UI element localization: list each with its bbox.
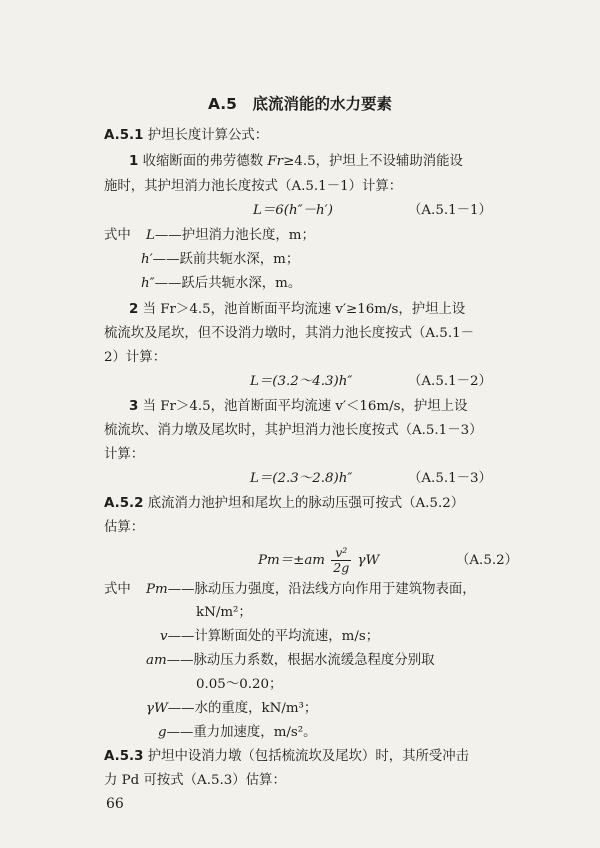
def-text: ——跃后共轭水深，m。 [154, 276, 302, 291]
clause-title-text: 护坦长度计算公式： [147, 128, 269, 143]
where-label: 式中 [104, 228, 131, 243]
item2-line3: 2）计算： [104, 350, 167, 365]
clause-number: A.5.3 [104, 749, 144, 764]
def-text: ——计算断面处的平均流速，m/s； [167, 629, 380, 644]
formula-a51-1: L＝6(h″－h′) [253, 203, 333, 218]
def-row [141, 274, 301, 294]
item1-line1 [129, 152, 463, 172]
fraction-denominator: 2g [333, 560, 350, 575]
item1-line2: 施时，其护坦消力池长度按式（A.5.1－1）计算： [104, 179, 403, 194]
clause-a52-line2: 估算： [104, 520, 145, 535]
def-text: ——护坦消力池长度，m； [154, 228, 315, 243]
def-symbol: v [160, 629, 168, 644]
clause-a53-line1 [104, 747, 469, 767]
formula-left: Pm＝±am [258, 553, 325, 568]
item3-line2: 梳流坎、消力墩及尾坎时，其护坦消力池长度按式（A.5.1－3） [104, 423, 483, 438]
item1-text-a: 收缩断面的弗劳德数 [142, 154, 268, 169]
def-symbol: am [146, 653, 167, 668]
def-row [158, 723, 317, 743]
item-number: 2 [129, 302, 139, 317]
equation-number: （A.5.1－2） [408, 374, 492, 389]
clause-number: A.5.2 [104, 496, 144, 511]
def-row [141, 250, 299, 270]
equation-number: （A.5.1－1） [408, 203, 492, 218]
clause-number: A.5.1 [104, 128, 144, 143]
item2-line2: 梳流坎及尾坎，但不设消力墩时，其消力池长度按式（A.5.1－ [104, 326, 474, 341]
def-symbol: γW [146, 701, 168, 716]
def-symbol: L [146, 228, 155, 243]
formula-a51-2: L＝(3.2～4.3)h″ [250, 374, 353, 389]
fraction [331, 546, 351, 575]
section-heading: A.5 底流消能的水力要素 [208, 95, 392, 113]
def-text: ——水的重度，kN/m³； [167, 701, 318, 716]
def-row [146, 651, 435, 671]
def-text: ——跃前共轭水深，m； [152, 252, 300, 267]
def-continuation: 0.05～0.20； [196, 677, 283, 692]
clause-text: 底流消力池护坦和尾坎上的脉动压强可按式（A.5.2） [147, 496, 465, 511]
fraction-numerator: v² [331, 546, 351, 561]
def-text: ——脉动压力强度，沿法线方向作用于建筑物表面， [167, 582, 476, 597]
item2-line1 [129, 300, 465, 320]
def-row [146, 699, 317, 719]
def-symbol: g [158, 725, 167, 740]
def-row [146, 226, 315, 246]
clause-a52-line1 [104, 494, 464, 514]
item-number: 1 [129, 154, 139, 169]
formula-a52 [258, 544, 379, 578]
item3-text: 当 Fr＞4.5，池首断面平均流速 v′＜16m/s，护坦上设 [142, 399, 468, 414]
equation-number: （A.5.2） [456, 553, 519, 568]
clause-text: 护坦中设消力墩（包括梳流坎及尾坎）时，其所受冲击 [147, 749, 470, 764]
formula-right: γW [357, 553, 380, 568]
item3-line3: 计算： [104, 447, 145, 462]
def-symbol: Pm [146, 582, 168, 597]
clause-a51-title [104, 126, 268, 146]
page-number: 66 [106, 796, 124, 812]
formula-a51-3: L＝(2.3～2.8)h″ [250, 471, 353, 486]
equation-number: （A.5.1－3） [408, 471, 492, 486]
froude-symbol: Fr [267, 154, 284, 169]
def-row [160, 627, 379, 647]
clause-a53-line2: 力 Pd 可按式（A.5.3）估算： [104, 773, 286, 788]
def-continuation: kN/m²； [196, 605, 252, 620]
item1-text-b: ≥4.5，护坦上不设辅助消能设 [283, 154, 463, 169]
def-symbol: h″ [141, 276, 155, 291]
def-row [146, 580, 476, 600]
item-number: 3 [129, 399, 139, 414]
def-symbol: h′ [141, 252, 153, 267]
def-text: ——脉动压力系数，根据水流缓急程度分别取 [166, 653, 435, 668]
item3-line1 [129, 397, 467, 417]
where-label: 式中 [104, 582, 131, 597]
def-text: ——重力加速度，m/s²。 [166, 725, 317, 740]
item2-text: 当 Fr＞4.5，池首断面平均流速 v′≥16m/s，护坦上设 [142, 302, 466, 317]
